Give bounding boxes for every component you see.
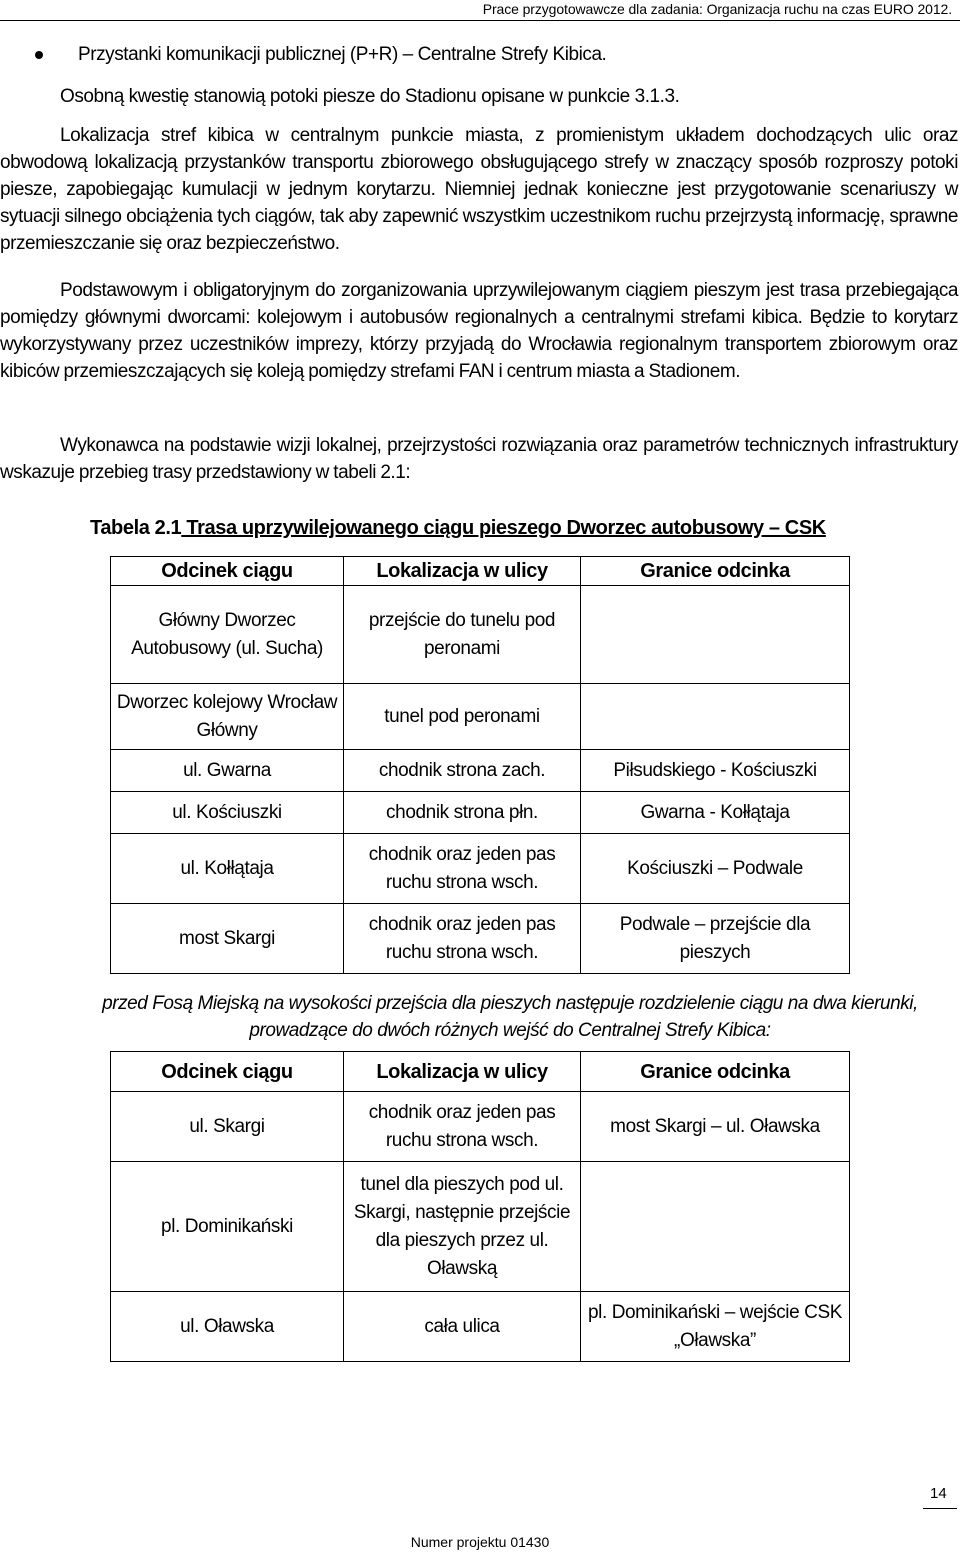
table-cell: ul. Gwarna <box>111 750 344 792</box>
route-table-2 <box>110 1051 850 1362</box>
table-cell: przejście do tunelu pod peronami <box>344 586 581 684</box>
header-rule <box>0 20 960 21</box>
table-row <box>111 792 850 834</box>
table-cell: Główny Dworzec Autobusowy (ul. Sucha) <box>111 586 344 684</box>
caption-label: Tabela 2.1 <box>90 517 182 539</box>
paragraph-2-text: Lokalizacja stref kibica w centralnym punkcie miasta, z promienistym układem dochodzących ulic oraz obwodową lokalizacją przystanków transportu zbiorowego obsługującego strefy w znaczący sposób rozproszy potoki piesze, zapobiegając kumulacji w jednym korytarzu. Niemniej jednak konieczne jest przygotowanie scenariuszy w sytuacji silnego obciążenia tych ciągów, tak aby zapewnić wszystkim uczestnikom ruchu przejrzystą informację, sprawne przemieszczanie się oraz bezpieczeństwo. <box>0 125 958 254</box>
split-note: przed Fosą Miejską na wysokości przejścia dla pieszych następuje rozdzielenie ciągu na dwa kierunki, prowadzące do dwóch różnych wejść do Centralnej Strefy Kibica: <box>102 993 918 1041</box>
column-header: Lokalizacja w ulicy <box>344 1052 581 1092</box>
column-header: Granice odcinka <box>581 557 850 586</box>
paragraph-2 <box>0 122 958 257</box>
table-cell: chodnik oraz jeden pas ruchu strona wsch. <box>344 904 581 974</box>
column-header: Lokalizacja w ulicy <box>344 557 581 586</box>
table-cell: most Skargi <box>111 904 344 974</box>
page-number-rule <box>923 1508 957 1509</box>
route-table-1 <box>110 556 850 974</box>
table-cell: Gwarna - Kołłątaja <box>581 792 850 834</box>
table-row <box>111 1092 850 1162</box>
header-title: Prace przygotowawcze dla zadania: Organizacja ruchu na czas EURO 2012. <box>482 1 952 17</box>
paragraph-1: Osobną kwestię stanowią potoki piesze do Stadionu opisane w punkcie 3.1.3. <box>60 86 680 107</box>
table-row <box>111 586 850 684</box>
table-cell: chodnik strona zach. <box>344 750 581 792</box>
column-header: Odcinek ciągu <box>111 1052 344 1092</box>
table-header-row <box>111 557 850 586</box>
table-row <box>111 684 850 750</box>
table-header-row <box>111 1052 850 1092</box>
table-cell: Kościuszki – Podwale <box>581 834 850 904</box>
bullet-icon <box>35 51 43 59</box>
table-cell <box>581 1162 850 1292</box>
caption-title: Trasa uprzywilejowanego ciągu pieszego Dworzec autobusowy – CSK <box>181 517 826 539</box>
table-cell: chodnik oraz jeden pas ruchu strona wsch. <box>344 834 581 904</box>
table-row <box>111 904 850 974</box>
paragraph-4 <box>0 432 958 486</box>
bullet-item <box>0 43 960 69</box>
table-cell: Dworzec kolejowy Wrocław Główny <box>111 684 344 750</box>
table-cell: chodnik strona płn. <box>344 792 581 834</box>
paragraph-4-text: Wykonawca na podstawie wizji lokalnej, przejrzystości rozwiązania oraz parametrów technicznych infrastruktury wskazuje przebieg trasy przedstawiony w tabeli 2.1: <box>0 435 958 483</box>
table-cell: ul. Kołłątaja <box>111 834 344 904</box>
footer-project: Numer projektu 01430 <box>410 1534 550 1550</box>
table-caption <box>90 517 826 540</box>
table-row <box>111 1162 850 1292</box>
paragraph-3-text: Podstawowym i obligatoryjnym do zorganizowania uprzywilejowanym ciągiem pieszym jest trasa przebiegająca pomiędzy głównymi dworcami: kolejowym i autobusów regionalnych a centralnymi strefami kibica. Będzie to korytarz wykorzystywany przez uczestników imprezy, którzy przyjadą do Wrocławia regionalnym transportem zbiorowym oraz kibiców przemieszczających się koleją pomiędzy strefami FAN i centrum miasta a Stadionem. <box>0 280 958 382</box>
column-header: Odcinek ciągu <box>111 557 344 586</box>
table-row <box>111 1292 850 1362</box>
table-row <box>111 834 850 904</box>
paragraph-3 <box>0 277 958 385</box>
table-cell: Podwale – przejście dla pieszych <box>581 904 850 974</box>
table-cell: ul. Skargi <box>111 1092 344 1162</box>
table-cell: Piłsudskiego - Kościuszki <box>581 750 850 792</box>
page-number: 14 <box>930 1485 947 1502</box>
table-cell: tunel dla pieszych pod ul. Skargi, następnie przejście dla pieszych przez ul. Oławską <box>344 1162 581 1292</box>
table-cell: tunel pod peronami <box>344 684 581 750</box>
table-row <box>111 750 850 792</box>
bullet-text: Przystanki komunikacji publicznej (P+R) – Centralne Strefy Kibica. <box>78 44 607 65</box>
table-cell: pl. Dominikański – wejście CSK „Oławska” <box>581 1292 850 1362</box>
table-cell: cała ulica <box>344 1292 581 1362</box>
table-cell: ul. Kościuszki <box>111 792 344 834</box>
table-cell <box>581 684 850 750</box>
table-cell: pl. Dominikański <box>111 1162 344 1292</box>
table-cell: ul. Oławska <box>111 1292 344 1362</box>
page-header <box>0 0 960 22</box>
table-cell <box>581 586 850 684</box>
table-cell: most Skargi – ul. Oławska <box>581 1092 850 1162</box>
table-cell: chodnik oraz jeden pas ruchu strona wsch. <box>344 1092 581 1162</box>
column-header: Granice odcinka <box>581 1052 850 1092</box>
